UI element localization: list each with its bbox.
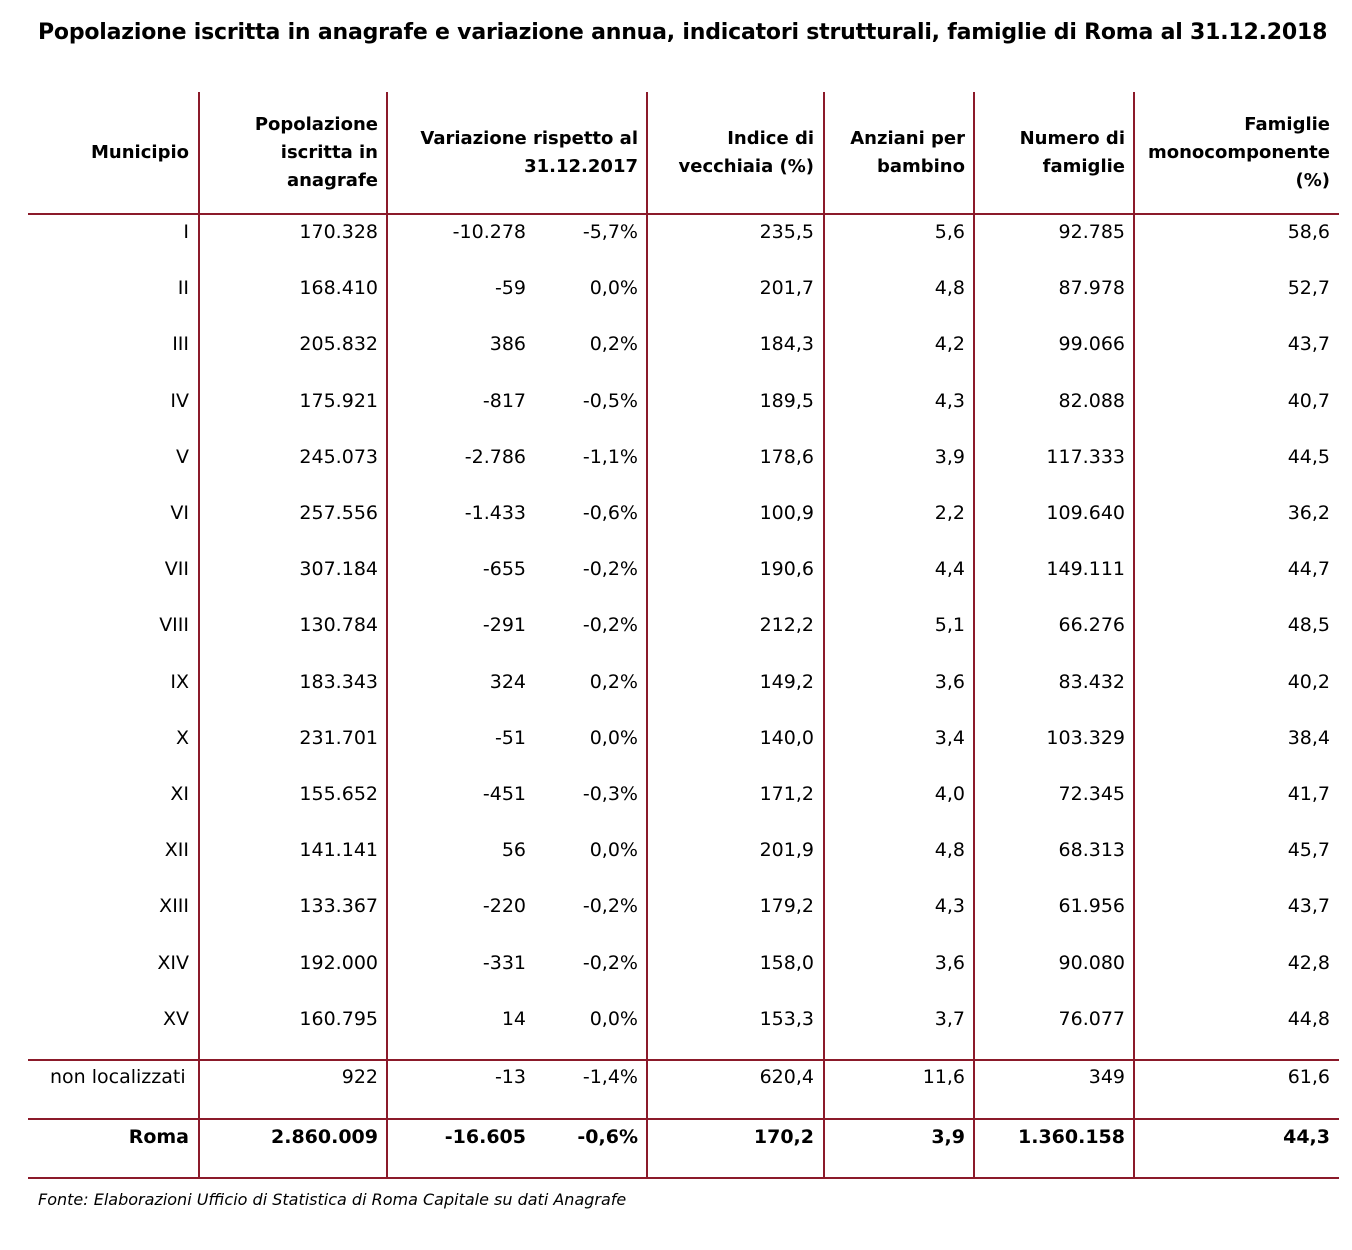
table-row-popolazione: 155.652 xyxy=(299,783,378,805)
table-row-indice: 235,5 xyxy=(759,221,814,243)
table-row-famiglie-num: 149.111 xyxy=(1046,558,1125,580)
table-row-famiglie-num: 90.080 xyxy=(1058,952,1125,974)
non-localizzati-row-famiglie-num: 349 xyxy=(1088,1066,1125,1088)
table-row-anziani: 3,6 xyxy=(934,671,965,693)
table-row-popolazione: 307.184 xyxy=(299,558,378,580)
total-row-municipio: Roma xyxy=(128,1126,189,1148)
table-row-var-abs: -331 xyxy=(482,952,526,974)
table-row-anziani: 3,7 xyxy=(934,1008,965,1030)
table-row-var-pct: -0,6% xyxy=(582,502,638,524)
table-row-popolazione: 205.832 xyxy=(299,333,378,355)
table-row-var-pct: -0,2% xyxy=(582,558,638,580)
table-row-popolazione: 257.556 xyxy=(299,502,378,524)
column-separator xyxy=(198,92,200,1179)
table-row-famiglie-num: 72.345 xyxy=(1058,783,1125,805)
table-row-var-abs: -2.786 xyxy=(464,446,526,468)
table-row-famiglie-num: 83.432 xyxy=(1058,671,1125,693)
table-row-var-abs: -291 xyxy=(482,614,526,636)
table-row-mono: 48,5 xyxy=(1287,614,1330,636)
table-row-var-abs: -451 xyxy=(482,783,526,805)
column-separator xyxy=(823,92,825,1179)
table-row-municipio: XIV xyxy=(157,952,189,974)
header-line: bambino xyxy=(876,156,965,177)
table-row-var-pct: 0,2% xyxy=(589,671,638,693)
table-row-mono: 40,2 xyxy=(1287,671,1330,693)
table-row-popolazione: 168.410 xyxy=(299,277,378,299)
total-row-anziani: 3,9 xyxy=(931,1126,965,1148)
table-row-anziani: 4,8 xyxy=(934,839,965,861)
data-table xyxy=(28,92,1339,1179)
table-row-anziani: 5,1 xyxy=(934,614,965,636)
table-row-municipio: XII xyxy=(164,839,189,861)
table-row-popolazione: 160.795 xyxy=(299,1008,378,1030)
header-line: famiglie xyxy=(1042,156,1125,177)
header-popolazione xyxy=(208,92,378,214)
header-line: 31.12.2017 xyxy=(524,156,638,177)
non-localizzati-divider xyxy=(28,1059,1339,1061)
column-separator xyxy=(973,92,975,1179)
table-row-municipio: IX xyxy=(170,671,189,693)
table-row-popolazione: 175.921 xyxy=(299,390,378,412)
table-row-popolazione: 130.784 xyxy=(299,614,378,636)
non-localizzati-row-popolazione: 922 xyxy=(341,1066,378,1088)
table-row-indice: 212,2 xyxy=(759,614,814,636)
table-row-indice: 179,2 xyxy=(759,895,814,917)
table-row-famiglie-num: 68.313 xyxy=(1058,839,1125,861)
table-row-famiglie-num: 99.066 xyxy=(1058,333,1125,355)
header-numero-famiglie xyxy=(983,92,1125,214)
table-row-var-pct: 0,0% xyxy=(589,277,638,299)
table-row-indice: 171,2 xyxy=(759,783,814,805)
table-row-famiglie-num: 109.640 xyxy=(1046,502,1125,524)
table-row-famiglie-num: 92.785 xyxy=(1058,221,1125,243)
table-row-var-pct: -5,7% xyxy=(582,221,638,243)
header-line: Numero di xyxy=(1019,128,1125,149)
total-row-var-abs: -16.605 xyxy=(444,1126,526,1148)
total-row-mono: 44,3 xyxy=(1283,1126,1330,1148)
table-row-mono: 42,8 xyxy=(1287,952,1330,974)
header-line: Anziani per xyxy=(850,128,965,149)
table-row-anziani: 3,6 xyxy=(934,952,965,974)
table-row-var-pct: -0,2% xyxy=(582,952,638,974)
table-row-anziani: 4,2 xyxy=(934,333,965,355)
table-row-mono: 58,6 xyxy=(1287,221,1330,243)
header-line: Popolazione xyxy=(254,114,378,135)
table-row-var-abs: -1.433 xyxy=(464,502,526,524)
table-row-popolazione: 183.343 xyxy=(299,671,378,693)
header-anziani-per-bambino xyxy=(833,92,965,214)
total-row-indice: 170,2 xyxy=(753,1126,814,1148)
table-row-mono: 44,8 xyxy=(1287,1008,1330,1030)
table-row-var-abs: 324 xyxy=(489,671,526,693)
table-row-popolazione: 133.367 xyxy=(299,895,378,917)
table-row-mono: 36,2 xyxy=(1287,502,1330,524)
table-row-famiglie-num: 117.333 xyxy=(1046,446,1125,468)
header-line: Variazione rispetto al xyxy=(420,128,638,149)
table-row-var-pct: 0,0% xyxy=(589,727,638,749)
table-row-var-abs: -655 xyxy=(482,558,526,580)
table-row-anziani: 4,3 xyxy=(934,390,965,412)
table-row-municipio: XI xyxy=(170,783,189,805)
column-separator xyxy=(646,92,648,1179)
table-row-municipio: IV xyxy=(170,390,189,412)
page-title: Popolazione iscritta in anagrafe e variazione annua, indicatori strutturali, famiglie di Roma al 31.12.2018 xyxy=(38,20,1328,45)
table-row-popolazione: 141.141 xyxy=(299,839,378,861)
non-localizzati-row-var-abs: -13 xyxy=(494,1066,526,1088)
table-row-var-abs: 56 xyxy=(501,839,526,861)
table-row-popolazione: 231.701 xyxy=(299,727,378,749)
table-row-var-abs: -10.278 xyxy=(452,221,526,243)
table-row-anziani: 5,6 xyxy=(934,221,965,243)
table-row-famiglie-num: 103.329 xyxy=(1046,727,1125,749)
table-row-indice: 158,0 xyxy=(759,952,814,974)
table-row-var-abs: 14 xyxy=(501,1008,526,1030)
table-row-municipio: III xyxy=(172,333,189,355)
table-row-municipio: II xyxy=(177,277,189,299)
table-row-mono: 43,7 xyxy=(1287,333,1330,355)
table-row-var-pct: 0,2% xyxy=(589,333,638,355)
table-row-mono: 43,7 xyxy=(1287,895,1330,917)
table-row-popolazione: 192.000 xyxy=(299,952,378,974)
header-line: anagrafe xyxy=(286,170,378,191)
source-note: Fonte: Elaborazioni Ufficio di Statistica di Roma Capitale su dati Anagrafe xyxy=(38,1190,627,1209)
table-row-var-pct: -0,3% xyxy=(582,783,638,805)
non-localizzati-row-indice: 620,4 xyxy=(759,1066,814,1088)
table-row-anziani: 3,9 xyxy=(934,446,965,468)
header-line: vecchiaia (%) xyxy=(678,156,814,177)
table-row-famiglie-num: 87.978 xyxy=(1058,277,1125,299)
table-row-famiglie-num: 61.956 xyxy=(1058,895,1125,917)
table-row-var-pct: 0,0% xyxy=(589,1008,638,1030)
non-localizzati-row-mono: 61,6 xyxy=(1287,1066,1330,1088)
table-row-indice: 149,2 xyxy=(759,671,814,693)
table-row-municipio: X xyxy=(175,727,189,749)
table-row-famiglie-num: 82.088 xyxy=(1058,390,1125,412)
header-indice-vecchiaia xyxy=(656,92,814,214)
table-row-var-pct: -0,5% xyxy=(582,390,638,412)
total-row-var-pct: -0,6% xyxy=(577,1126,638,1148)
header-famiglie-monocomponente xyxy=(1143,92,1330,214)
table-row-var-pct: 0,0% xyxy=(589,839,638,861)
table-row-var-abs: 386 xyxy=(489,333,526,355)
total-row-famiglie-num: 1.360.158 xyxy=(1018,1126,1125,1148)
header-line: Famiglie xyxy=(1244,114,1330,135)
table-row-municipio: VIII xyxy=(159,614,189,636)
table-row-popolazione: 245.073 xyxy=(299,446,378,468)
table-row-municipio: VI xyxy=(170,502,189,524)
header-line: iscritta in xyxy=(280,142,378,163)
header-line: monocomponente xyxy=(1148,142,1330,163)
table-row-mono: 38,4 xyxy=(1287,727,1330,749)
non-localizzati-row-var-pct: -1,4% xyxy=(582,1066,638,1088)
table-row-anziani: 2,2 xyxy=(934,502,965,524)
header-variazione xyxy=(396,92,638,214)
table-row-anziani: 4,8 xyxy=(934,277,965,299)
table-row-famiglie-num: 76.077 xyxy=(1058,1008,1125,1030)
table-row-municipio: V xyxy=(176,446,189,468)
table-row-mono: 45,7 xyxy=(1287,839,1330,861)
table-row-municipio: I xyxy=(183,221,189,243)
table-row-mono: 40,7 xyxy=(1287,390,1330,412)
table-row-indice: 190,6 xyxy=(759,558,814,580)
column-separator xyxy=(1133,92,1135,1179)
table-row-mono: 41,7 xyxy=(1287,783,1330,805)
table-row-indice: 184,3 xyxy=(759,333,814,355)
column-separator xyxy=(386,92,388,1179)
table-row-municipio: XIII xyxy=(159,895,189,917)
table-row-var-abs: -59 xyxy=(494,277,526,299)
table-row-var-abs: -817 xyxy=(482,390,526,412)
table-row-anziani: 4,4 xyxy=(934,558,965,580)
table-row-var-pct: -1,1% xyxy=(582,446,638,468)
table-row-var-abs: -51 xyxy=(494,727,526,749)
table-row-mono: 52,7 xyxy=(1287,277,1330,299)
table-row-famiglie-num: 66.276 xyxy=(1058,614,1125,636)
table-row-anziani: 3,4 xyxy=(934,727,965,749)
header-line: (%) xyxy=(1295,170,1330,191)
table-row-var-pct: -0,2% xyxy=(582,895,638,917)
table-row-indice: 153,3 xyxy=(759,1008,814,1030)
table-row-indice: 140,0 xyxy=(759,727,814,749)
table-row-indice: 201,9 xyxy=(759,839,814,861)
table-row-mono: 44,7 xyxy=(1287,558,1330,580)
bottom-border xyxy=(28,1177,1339,1179)
header-line: Municipio xyxy=(91,142,189,163)
total-row-popolazione: 2.860.009 xyxy=(271,1126,378,1148)
non-localizzati-row-municipio: non localizzati xyxy=(50,1066,186,1088)
table-row-indice: 201,7 xyxy=(759,277,814,299)
non-localizzati-row-anziani: 11,6 xyxy=(922,1066,965,1088)
table-row-indice: 178,6 xyxy=(759,446,814,468)
table-row-indice: 189,5 xyxy=(759,390,814,412)
table-row-indice: 100,9 xyxy=(759,502,814,524)
table-row-var-pct: -0,2% xyxy=(582,614,638,636)
header-municipio xyxy=(28,92,189,214)
header-line: Indice di xyxy=(727,128,814,149)
total-divider xyxy=(28,1118,1339,1120)
table-row-municipio: XV xyxy=(162,1008,189,1030)
table-row-mono: 44,5 xyxy=(1287,446,1330,468)
table-row-anziani: 4,3 xyxy=(934,895,965,917)
table-row-anziani: 4,0 xyxy=(934,783,965,805)
table-row-municipio: VII xyxy=(164,558,189,580)
table-row-popolazione: 170.328 xyxy=(299,221,378,243)
table-row-var-abs: -220 xyxy=(482,895,526,917)
